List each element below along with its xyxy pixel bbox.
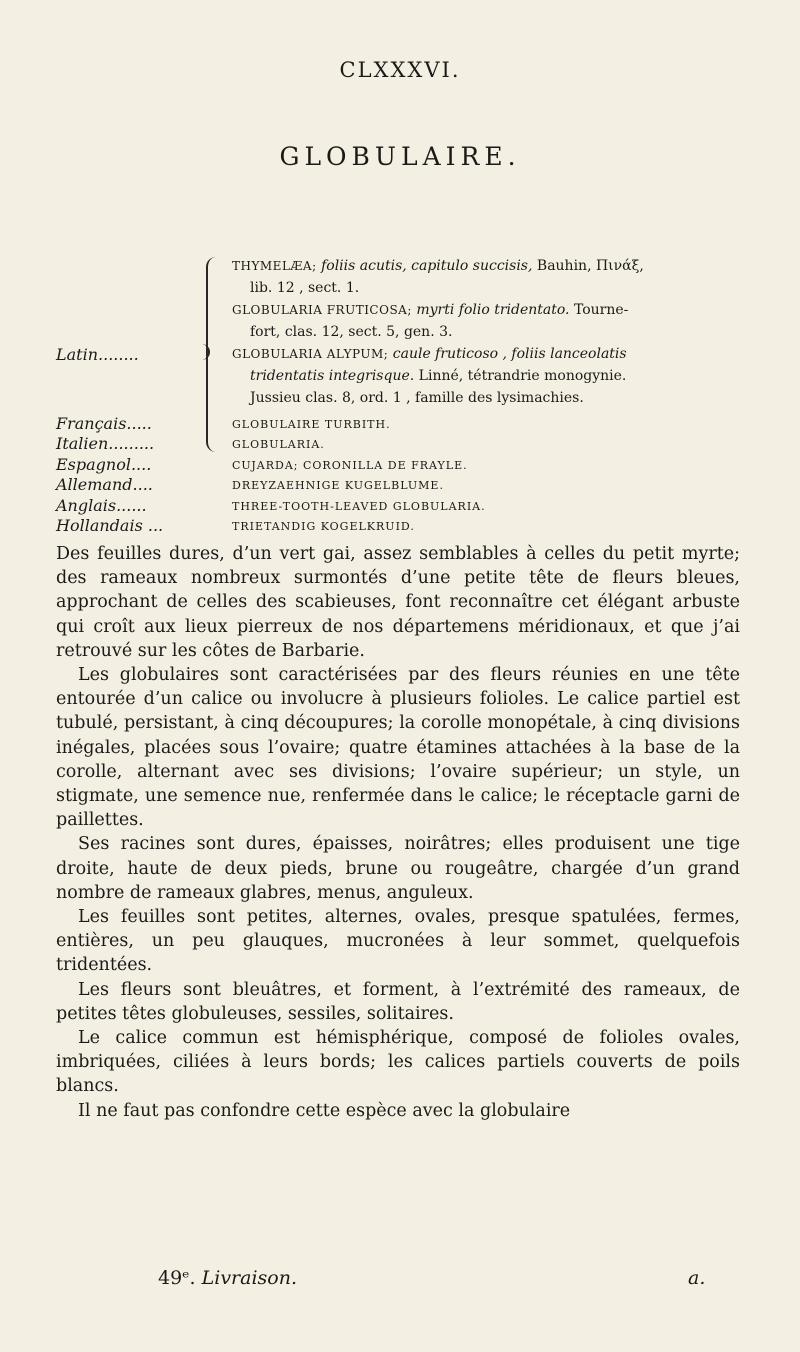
vernacular-name: GLOBULARIA.: [232, 438, 325, 451]
description-text: [56, 542, 740, 1123]
latin-synonym-line: GLOBULARIA FRUTICOSA; myrti folio tridentato. Tourne-: [232, 302, 629, 318]
signature-mark: a.: [688, 1267, 706, 1289]
vernacular-name: GLOBULAIRE TURBITH.: [232, 418, 391, 431]
latin-synonym-line: tridentatis integrisque. Linné, tétrandrie monogynie.: [250, 368, 627, 384]
latin-synonym-line: Jussieu clas. 8, ord. 1 , famille des lysimachies.: [250, 390, 584, 406]
paragraph: Des feuilles dures, d’un vert gai, assez semblables à celles du petit myrte; des rameaux nombreux surmontés d’une petite tête de fleurs bleues, approchant de celles des scabieuses, font reconnaître cet élégant arbuste qui croît aux lieux pierreux de nos départemens méridionaux, et que j’ai retrouvé sur les côtes de Barbarie.: [56, 544, 740, 661]
vernacular-name: CUJARDA; CORONILLA DE FRAYLE.: [232, 459, 468, 472]
page-footer: [158, 1267, 758, 1289]
latin-synonym-line: fort, clas. 12, sect. 5, gen. 3.: [250, 324, 453, 340]
latin-label: Latin........: [56, 345, 139, 364]
vernacular-name: THREE-TOOTH-LEAVED GLOBULARIA.: [232, 500, 486, 513]
paragraph: Les fleurs sont bleuâtres, et forment, à l’extrémité des rameaux, de petites têtes globuleuses, sessiles, solitaires.: [56, 979, 740, 1024]
paragraph: Ses racines sont dures, épaisses, noirâtres; elles produisent une tige droite, haute de deux pieds, brune ou rougeâtre, chargée d’un grand nombre de rameaux glabres, menus, anguleux.: [56, 834, 740, 903]
paragraph: Il ne faut pas confondre cette espèce avec la globulaire: [78, 1100, 571, 1121]
vernacular-label: Hollandais ...: [56, 516, 164, 535]
vernacular-name: DREYZAEHNIGE KUGELBLUME.: [232, 479, 444, 492]
vernacular-label: Italien.........: [56, 434, 155, 453]
latin-synonym-line: GLOBULARIA ALYPUM; caule fruticoso , foliis lanceolatis: [232, 346, 627, 362]
latin-synonym-line: lib. 12 , sect. 1.: [250, 280, 360, 296]
page-title: GLOBULAIRE.: [279, 142, 521, 171]
latin-synonym-line: THYMELÆA; foliis acutis, capitulo succisis, Bauhin, Πινάξ,: [232, 258, 644, 274]
vernacular-label: Français.....: [56, 414, 152, 433]
paragraph: Les feuilles sont petites, alternes, ovales, presque spatulées, fermes, entières, un peu glauques, mucronées à leur sommet, quelquefois tridentées.: [56, 907, 740, 976]
paragraph: Le calice commun est hémisphérique, composé de folioles ovales, imbriquées, ciliées à leurs bords; les calices partiels couverts de poils blancs.: [56, 1028, 740, 1097]
paragraph: Les globulaires sont caractérisées par des fleurs réunies en une tête entourée d’un calice ou involucre à plusieurs folioles. Le calice partiel est tubulé, persistant, à cinq découpures; la corolle monopétale, à cinq divisions inégales, placées sous l’ovaire; quatre étamines attachées à la base de la corolle, alternant avec ses divisions; l’ovaire supérieur; un style, un stigmate, une semence nue, renfermée dans le calice; le réceptacle garni de paillettes.: [56, 665, 740, 831]
livraison-label: Livraison.: [201, 1267, 298, 1289]
vernacular-label: Anglais......: [56, 496, 147, 515]
vernacular-name: TRIETANDIG KOGELKRUID.: [232, 520, 415, 533]
vernacular-label: Espagnol....: [56, 455, 152, 474]
livraison-number: 49ᵉ.: [158, 1267, 196, 1289]
plate-number: CLXXXVI.: [339, 58, 461, 82]
vernacular-label: Allemand....: [56, 475, 153, 494]
